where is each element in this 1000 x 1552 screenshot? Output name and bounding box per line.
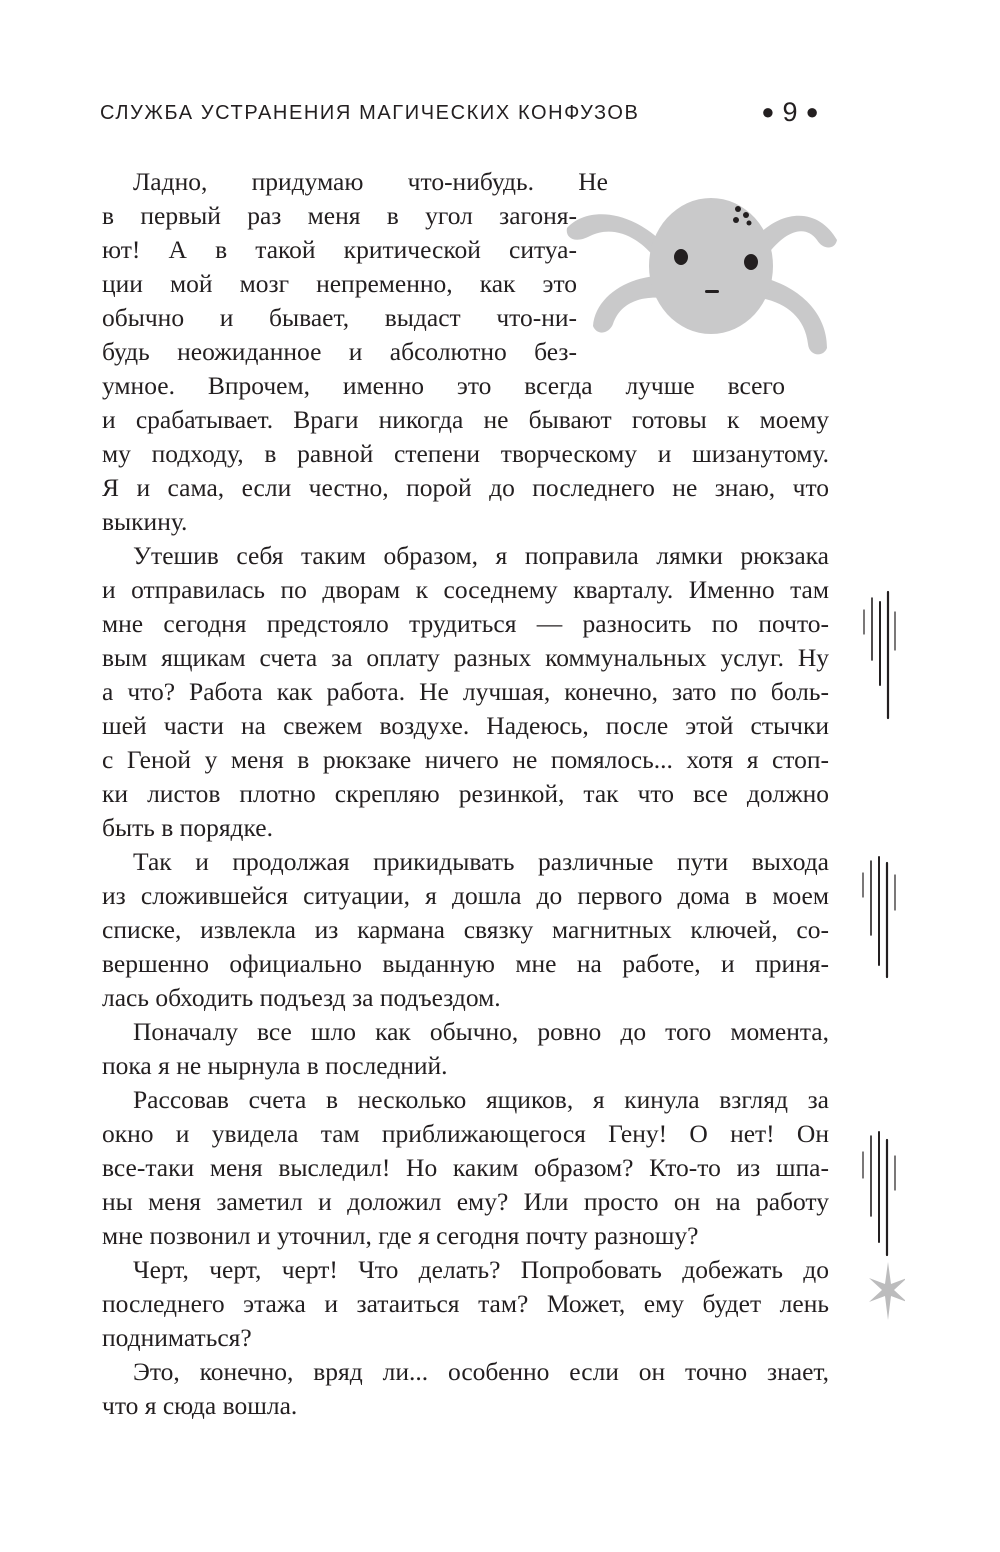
text-line: списке, извлекла из кармана связку магнитных ключей, со- <box>102 915 829 944</box>
text-line: а что? Работа как работа. Не лучшая, конечно, зато по боль- <box>102 677 829 706</box>
text-line: и срабатывает. Враги никогда не бывают готовы к моему <box>102 405 829 434</box>
text-line: обычно и бывает, выдаст что-ни- <box>102 303 577 332</box>
page-number-dot-left: ● <box>761 99 775 124</box>
text-line: последнего этажа и затаиться там? Может, ему будет лень <box>102 1289 829 1318</box>
text-line: из сложившейся ситуации, я дошла до первого дома в моем <box>102 881 829 910</box>
text-line: ции мой мозг непременно, как это <box>102 269 577 298</box>
text-line: Ладно, придумаю что-нибудь. Не <box>133 167 608 196</box>
text-line: Я и сама, если честно, порой до последнего не знаю, что <box>102 473 829 502</box>
text-line: Черт, черт, черт! Что делать? Попробовать добежать до <box>133 1255 829 1284</box>
text-line: Так и продолжая прикидывать различные пути выхода <box>133 847 829 876</box>
text-line: мне сегодня предстояло трудиться — разносить по почто- <box>102 609 829 638</box>
text-line: пока я не нырнула в последний. <box>102 1051 448 1080</box>
page-number-dot-right: ● <box>805 99 819 124</box>
star-icon <box>869 1262 905 1320</box>
text-line: выкину. <box>102 507 188 536</box>
main-text <box>102 165 829 1423</box>
decorative-lines-middle-icon <box>855 855 905 980</box>
text-line: окно и увидела там приближающегося Гену! О нет! Он <box>102 1119 829 1148</box>
text-line: в первый раз меня в угол загоня- <box>102 201 577 230</box>
text-line: вым ящикам счета за оплату разных коммунальных услуг. Ну <box>102 643 829 672</box>
text-line: и отправилась по дворам к соседнему кварталу. Именно там <box>102 575 829 604</box>
text-line: Утешив себя таким образом, я поправила лямки рюкзака <box>133 541 829 570</box>
text-line: лась обходить подъезд за подъездом. <box>102 983 501 1012</box>
text-line: му подходу, в равной степени творческому и шизанутому. <box>102 439 829 468</box>
text-line: Рассовав счета в несколько ящиков, я кинула взгляд за <box>133 1085 829 1114</box>
decorative-lines-top-icon <box>855 590 905 720</box>
running-title: СЛУЖБА УСТРАНЕНИЯ МАГИЧЕСКИХ КОНФУЗОВ <box>100 102 640 124</box>
text-line: ны меня заметил и доложил ему? Или просто он на работу <box>102 1187 829 1216</box>
text-line: вершенно официально выданную мне на работе, и приня- <box>102 949 829 978</box>
text-line: будь неожиданное и абсолютно без- <box>102 337 577 366</box>
text-line: с Геной у меня в рюкзаке ничего не помялось... хотя я стоп- <box>102 745 829 774</box>
text-line: шей части на свежем воздухе. Надеюсь, после этой стычки <box>102 711 829 740</box>
text-line: быть в порядке. <box>102 813 273 842</box>
text-line: подниматься? <box>102 1323 252 1352</box>
text-line: Это, конечно, вряд ли... особенно если он точно знает, <box>133 1357 829 1386</box>
text-line: что я сюда вошла. <box>102 1391 298 1420</box>
text-line: мне позвонил и уточнил, где я сегодня почту разношу? <box>102 1221 699 1250</box>
text-line: умное. Впрочем, именно это всегда лучше всего <box>102 371 785 400</box>
decorative-lines-star-icon <box>855 1130 905 1325</box>
text-line: все-таки меня выследил! Но каким образом? Кто-то из шпа- <box>102 1153 829 1182</box>
text-line: Поначалу все шло как обычно, ровно до того момента, <box>133 1017 829 1046</box>
text-line: ки листов плотно скрепляю резинкой, так что все должно <box>102 779 829 808</box>
page-number-group <box>740 97 840 128</box>
text-line: ют! А в такой критической ситуа- <box>102 235 577 264</box>
running-header <box>100 97 840 130</box>
page-number: 9 <box>782 97 798 127</box>
